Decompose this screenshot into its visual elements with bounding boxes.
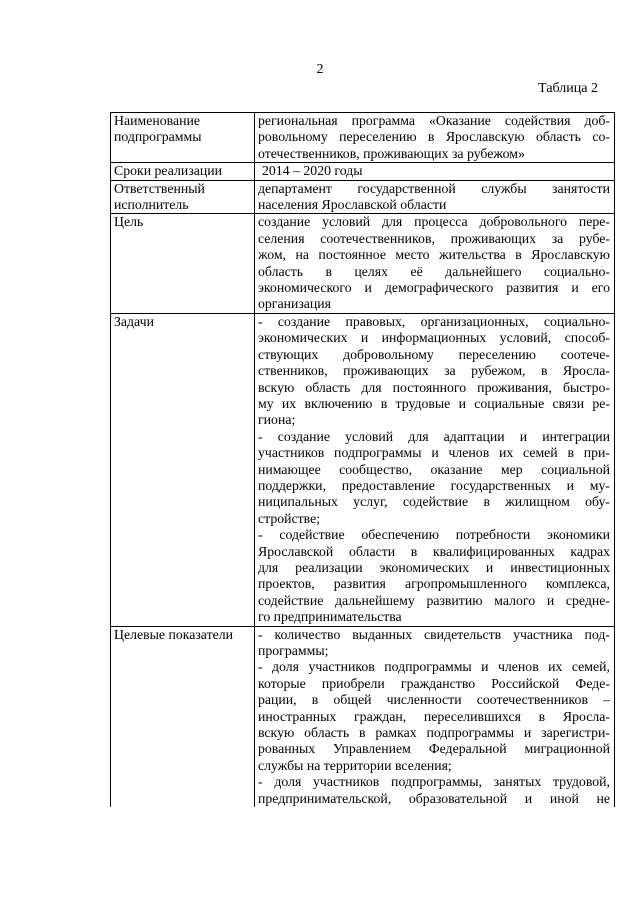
row-label-line: Задачи [114,313,154,329]
row-value-line: ровольному переселению в Ярославскую область со- [258,129,610,145]
row-label [111,180,255,214]
row-value-line: проектов, развития агропромышленного комплекса, [258,576,610,592]
row-value-line: - доля участников подпрограммы, занятых трудовой, [258,774,610,790]
row-value [255,626,615,807]
row-label-line: подпрограммы [114,129,202,145]
row-label-line: Цель [114,214,144,230]
row-value-line: иностранных граждан, переселившихся в Яросла- [258,708,610,724]
row-value-line: ственников, проживающих за рубежом, в Яросла- [258,363,610,379]
table-body [111,113,615,808]
row-value-line: му их включению в трудовые и социальные связи ре- [258,395,610,411]
row-value-line: организация [258,296,332,312]
row-label [111,113,255,163]
row-value-line: которые приобрели гражданство Российской Феде- [258,675,610,691]
row-value-line: для реализации экономических и инвестиционных [258,559,610,575]
row-value-line: гиона; [258,412,296,428]
row-value-line: рованных Управлением Федеральной миграционной [258,741,610,757]
row-value-line: - содействие обеспечению потребности экономики [258,527,610,543]
table-row [111,113,615,163]
row-label-line: Целевые показатели [114,626,233,642]
row-value-line: населения Ярославской области [258,197,447,213]
row-value-line: содействие дальнейшему развитию малого и средне- [258,592,610,608]
page-number: 2 [316,62,324,77]
row-value-line: - создание правовых, организационных, социально- [258,313,610,329]
row-label [111,313,255,626]
row-value-line: рации, в общей численности соотечественников – [258,692,610,708]
row-value-line: вскую область в рамках подпрограммы и зарегистри- [258,725,610,741]
row-value-line: вскую область для постоянного проживания, быстро- [258,379,610,395]
row-label-line: Наименование [114,113,200,128]
table-row [111,626,615,807]
row-value-line: экономического и демографического развития и его [258,280,610,296]
row-value-line: участников подпрограммы и членов их семей в при- [258,445,610,461]
row-value-line: экономических и информационных условий, способ- [258,330,610,346]
row-value-line: создание условий для процесса добровольного пере- [258,214,610,230]
row-label-line: Сроки реализации [114,163,222,179]
row-value-line: область в целях её дальнейшего социально- [258,263,610,279]
row-value-line: ниципальных услуг, содействие в жилищном обу- [258,494,610,510]
table-row [111,214,615,313]
row-label [111,214,255,313]
row-value-line: - количество выданных свидетельств участника под- [258,626,610,642]
row-label [111,163,255,180]
table-row [111,313,615,626]
row-value-line: го предпринимательства [258,609,402,625]
row-value-line: стройстве; [258,510,321,526]
row-value [255,214,615,313]
row-value [255,180,615,214]
row-value-line: Ярославской области в квалифицированных кадрах [258,543,610,559]
program-passport-table [110,112,615,807]
table-row [111,180,615,214]
row-label-line: исполнитель [114,197,189,213]
row-value-line: службы на территории вселения; [258,757,452,773]
row-value-line: 2014 – 2020 годы [262,163,363,179]
row-value-line: нимающее сообщество, оказание мер социальной [258,461,610,477]
row-label [111,626,255,807]
table-row [111,163,615,180]
row-value [255,113,615,163]
row-value-line: региональная программа «Оказание содействия доб- [258,113,610,128]
row-value [255,163,615,180]
row-label-line: Ответственный [114,180,205,196]
row-value-line: - создание условий для адаптации и интеграции [258,428,610,444]
row-value-line: жом, на постоянное место жительства в Ярославскую [258,247,610,263]
row-value-line: - доля участников подпрограммы и членов их семей, [258,659,610,675]
row-value-line: поддержки, предоставление государственных и му- [258,477,610,493]
row-value-line: отечественников, проживающих за рубежом» [258,145,525,161]
row-value-line: предпринимательской, образовательной и иной не [258,790,610,806]
row-value [255,313,615,626]
row-value-line: департамент государственной службы занятости [258,180,610,196]
row-value-line: программы; [258,643,329,658]
table-caption: Таблица 2 [538,81,598,96]
row-value-line: селения соотечественников, проживающих за рубе- [258,230,610,246]
row-value-line: ствующих добровольному переселению соотече- [258,346,610,362]
